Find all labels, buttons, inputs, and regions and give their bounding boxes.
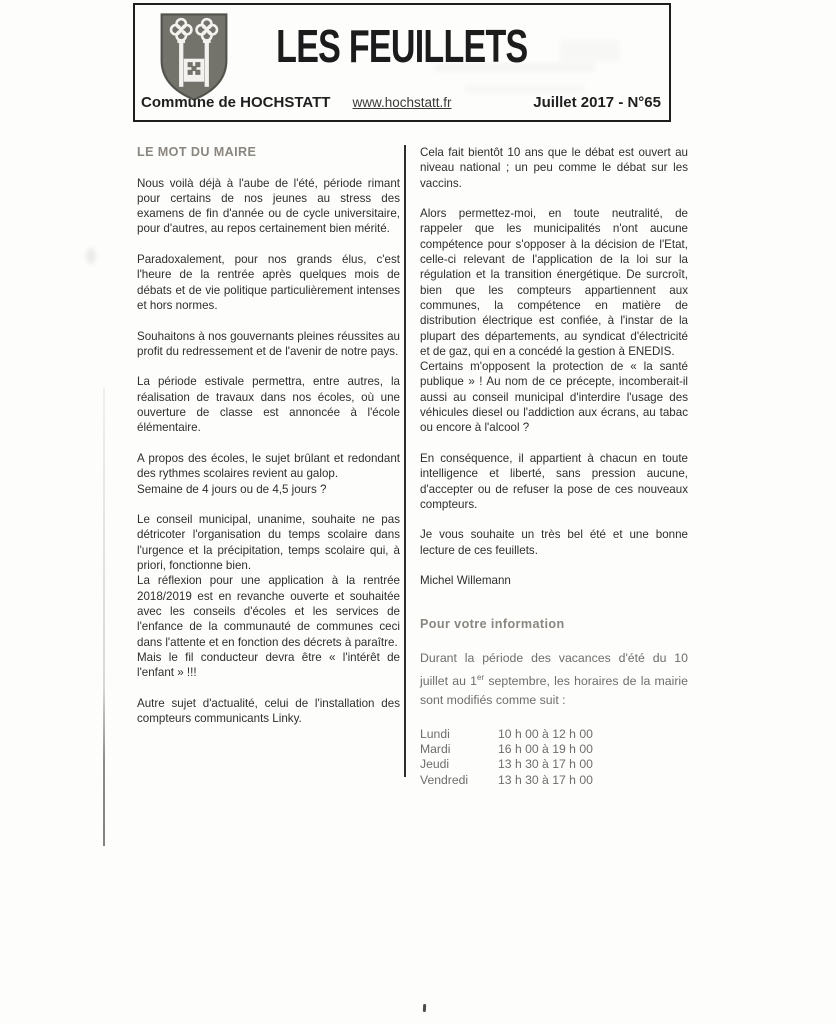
- scan-artifact-smudge: [86, 248, 96, 264]
- day-label: Lundi: [420, 727, 450, 741]
- mayor-paragraph: Autre sujet d'actualité, celui de l'installation des compteurs communicants Linky.: [137, 696, 400, 725]
- section-heading-information: Pour votre information: [420, 616, 565, 631]
- mayor-paragraph: Souhaitons à nos gouvernants pleines réussites au profit du redressement et de l'avenir de notre pays.: [137, 329, 400, 358]
- ordinal-superscript: er: [477, 672, 485, 682]
- website-link: www.hochstatt.fr: [352, 95, 452, 110]
- scan-bleedthrough-artifact: [560, 40, 620, 62]
- schedule-row: [420, 742, 688, 757]
- hours-value: 13 h 30 à 17 h 00: [498, 757, 593, 772]
- info-section: [420, 617, 688, 788]
- mayor-paragraph: En conséquence, il appartient à chacun en toute intelligence et liberté, sans pression aucune, d'accepter ou de refuser la pose de ces nouveaux compteurs.: [420, 451, 688, 511]
- hours-value: 16 h 00 à 19 h 00: [498, 742, 593, 757]
- issue-date-number: Juillet 2017 - N°65: [533, 94, 661, 111]
- commune-name: Commune de HOCHSTATT: [141, 94, 331, 111]
- mayor-paragraph: Certains m'opposent la protection de « la santé publique » ! Au nom de ce précepte, incomberait-il aussi au conseil municipal d'interdire l'usage des véhicules diesel ou l'addiction aux écrans, au tabac ou encore à l'alcool ?: [420, 360, 688, 435]
- mayor-paragraph: Nous voilà déjà à l'aube de l'été, période rimant pour certains de nos jeunes au stress des examens de fin d'année ou de cycle universitaire, pour d'autres, au repos certainement bien mérité.: [137, 176, 400, 236]
- mayor-paragraph: Semaine de 4 jours ou de 4,5 jours ?: [137, 482, 327, 496]
- mayor-paragraph: Mais le fil conducteur devra être « l'intérêt de l'enfant » !!!: [137, 650, 400, 680]
- column-divider-rule: [404, 145, 406, 777]
- scan-bleedthrough-artifact: [465, 85, 585, 93]
- mayor-paragraph: Je vous souhaite un très bel été et une bonne lecture de ces feuillets.: [420, 528, 688, 557]
- mayor-paragraph: Cela fait bientôt 10 ans que le débat est ouvert au niveau national ; un peu comme le débat sur les vaccins.: [420, 146, 688, 190]
- hours-value: 10 h 00 à 12 h 00: [498, 727, 593, 741]
- mayor-paragraph: La période estivale permettra, entre autres, la réalisation de travaux dans nos écoles, où une ouverture de classe est annoncée à l'école élémentaire.: [137, 375, 400, 435]
- day-label: Jeudi: [420, 757, 450, 772]
- schedule-row: [420, 727, 688, 742]
- mayor-paragraph: Alors permettez-moi, en toute neutralité, de rappeler que les municipalités n'ont aucune compétence pour s'opposer à la décision de l'Etat, celle-ci relevant de l'application de la loi sur la régulation et la transition énergétique. De surcroît, bien que les compteurs appartiennent aux communes, la compétence en matière de distribution électrique est confiée, à l'instar de la plupart des départements, au syndicat d'électricité et de gaz, qui en a concédé la gestion à ENEDIS.: [420, 207, 688, 358]
- newsletter-title: LES FEUILLETS: [276, 20, 528, 72]
- schedule-row: [420, 757, 688, 772]
- mayor-paragraph: A propos des écoles, le sujet brûlant et redondant des rythmes scolaires revient au galop.: [137, 451, 400, 481]
- scan-artifact-speck: [423, 1004, 426, 1012]
- mairie-opening-hours-table: [420, 727, 688, 788]
- mayor-paragraph: Le conseil municipal, unanime, souhaite ne pas détricoter l'organisation du temps scolaire dans l'urgence et la précipitation, temps scolaire qui, à priori, fonctionne bien.: [137, 513, 400, 573]
- day-label: Mardi: [420, 742, 451, 757]
- mayor-paragraph: La réflexion pour une application à la rentrée 2018/2019 est en revanche ouverte et souhaitée avec les conseils d'écoles et les services de l'enfance de la communauté de communes ceci dans l'attente et en fonction des décrets à paraître.: [137, 574, 400, 649]
- right-column: [420, 145, 688, 788]
- mayor-paragraph: Paradoxalement, pour nos grands élus, c'est l'heure de la rentrée après quelques mois de débats et de vie politique particulièrement intenses et hors normes.: [137, 253, 400, 312]
- left-column: [137, 145, 400, 726]
- scan-artifact-vertical-line: [103, 388, 105, 846]
- section-heading-mot-du-maire: LE MOT DU MAIRE: [137, 145, 257, 159]
- schedule-row: [420, 773, 688, 788]
- scan-bleedthrough-artifact: [435, 63, 595, 72]
- info-intro-text: Durant la période des vacances d'été du 10 juillet au 1er septembre, les horaires de la mairie sont modifiés comme suit :: [420, 650, 689, 707]
- hours-value: 13 h 30 à 17 h 00: [498, 772, 593, 787]
- mayor-signature: Michel Willemann: [420, 574, 511, 588]
- day-label: Vendredi: [420, 772, 469, 787]
- masthead-box: [133, 3, 671, 122]
